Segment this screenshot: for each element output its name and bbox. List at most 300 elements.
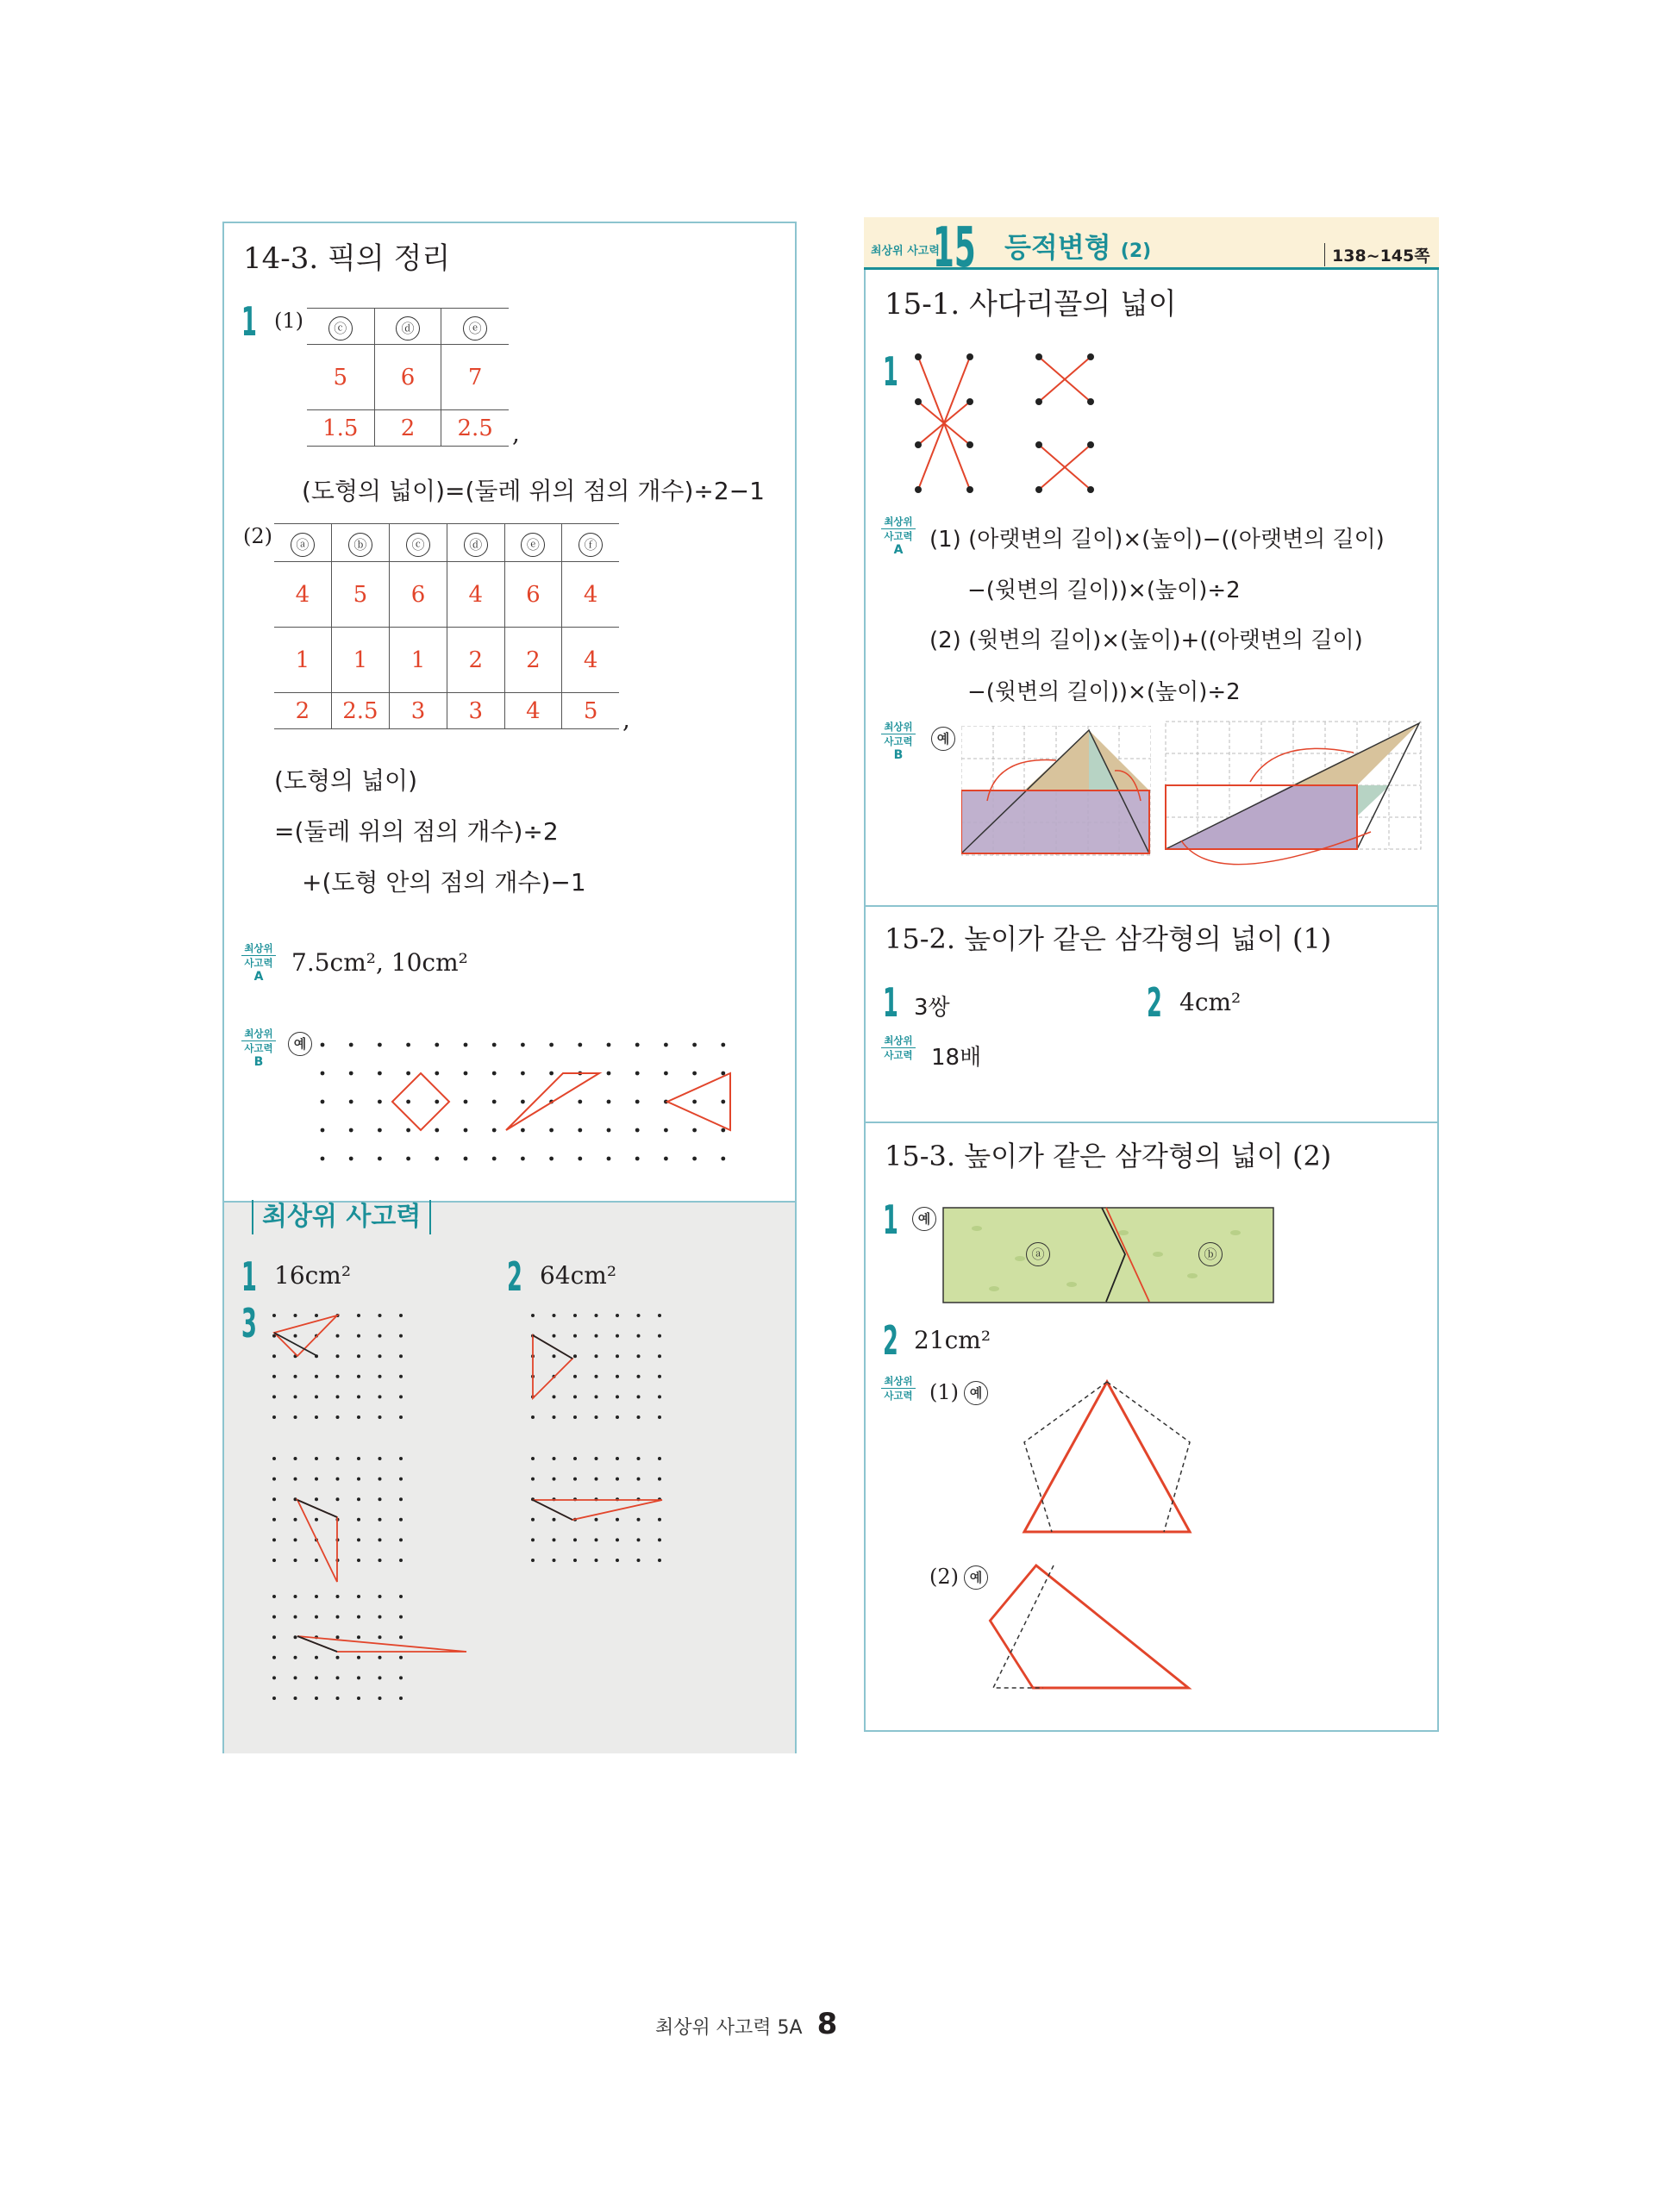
grid-dot bbox=[637, 1375, 641, 1378]
pentagon-diagram bbox=[991, 1375, 1224, 1547]
badge-text: 최상위 bbox=[244, 1028, 273, 1040]
table-header-cell: ⓓ bbox=[396, 316, 420, 341]
grid-dot bbox=[531, 1314, 535, 1317]
grid-dot bbox=[378, 1100, 382, 1104]
grid-dot bbox=[549, 1072, 554, 1076]
part-2-label: (2) bbox=[243, 524, 272, 548]
grid-dot bbox=[272, 1595, 276, 1598]
grid-dot bbox=[315, 1395, 318, 1398]
grid-dot bbox=[378, 1656, 382, 1659]
grid-dot bbox=[616, 1375, 619, 1378]
grid-dot bbox=[616, 1559, 619, 1562]
grid-dot bbox=[435, 1128, 439, 1133]
example-mark: 예 bbox=[931, 727, 955, 751]
triangle-2 bbox=[533, 1335, 572, 1398]
grid-dot bbox=[492, 1157, 497, 1161]
grid-dot bbox=[272, 1538, 276, 1541]
grid-dot bbox=[664, 1072, 668, 1076]
page-footer bbox=[655, 2007, 837, 2041]
grid-dot bbox=[521, 1157, 525, 1161]
grid-dot bbox=[294, 1595, 297, 1598]
s2-q2-number: 2 bbox=[1147, 979, 1162, 1026]
grid-dot bbox=[272, 1457, 276, 1460]
table-cell: 2 bbox=[274, 693, 331, 729]
grid-dot bbox=[531, 1478, 535, 1481]
grid-dot bbox=[607, 1128, 611, 1133]
grid-dot bbox=[321, 1100, 325, 1104]
badge-text: 최상위 bbox=[884, 1034, 913, 1047]
grid-dot bbox=[464, 1128, 468, 1133]
badge-text: 사고력 bbox=[884, 530, 913, 543]
table-cell: 4 bbox=[562, 562, 619, 628]
grid-dot bbox=[357, 1478, 360, 1481]
grid-dot bbox=[336, 1696, 340, 1700]
grid-dot bbox=[315, 1518, 318, 1522]
grid-dot bbox=[357, 1354, 360, 1358]
grid-dot bbox=[399, 1478, 403, 1481]
right-divider-1 bbox=[866, 905, 1437, 907]
grid-dot bbox=[294, 1615, 297, 1619]
grid-dot bbox=[692, 1043, 697, 1047]
thinking-q2-number: 2 bbox=[507, 1253, 522, 1300]
grid-dot bbox=[616, 1395, 619, 1398]
triangle-3-edge bbox=[297, 1500, 337, 1517]
grid-dot bbox=[616, 1314, 619, 1317]
grid-dot bbox=[549, 1128, 554, 1133]
table-cell: 2 bbox=[374, 410, 441, 447]
grid-dot bbox=[658, 1415, 661, 1419]
badge-level-a bbox=[881, 516, 916, 558]
grid-dot bbox=[272, 1615, 276, 1619]
quadrilateral-diagram bbox=[983, 1560, 1198, 1698]
grid-dot bbox=[406, 1043, 410, 1047]
grid-dot bbox=[721, 1072, 725, 1076]
grid-dot bbox=[635, 1043, 640, 1047]
grid-dot bbox=[378, 1615, 382, 1619]
grid-dot bbox=[553, 1457, 556, 1460]
grid-dot bbox=[531, 1457, 535, 1460]
triangle-shape-1 bbox=[506, 1073, 599, 1130]
grid-dot bbox=[607, 1157, 611, 1161]
grid-dot bbox=[492, 1043, 497, 1047]
grid-dot bbox=[553, 1415, 556, 1419]
s2-q2-answer: 4cm² bbox=[1179, 988, 1242, 1016]
triangle-3 bbox=[297, 1500, 337, 1582]
triangle-5 bbox=[297, 1636, 466, 1652]
section-title-15-1: 15-1. 사다리꼴의 넓이 bbox=[885, 287, 1177, 322]
grid-dot bbox=[357, 1314, 360, 1317]
badge-text: A bbox=[893, 542, 904, 557]
grid-dot bbox=[294, 1696, 297, 1700]
table-header-cell: ⓒ bbox=[406, 533, 430, 557]
grid-dot bbox=[549, 1043, 554, 1047]
table-cell: 4 bbox=[504, 693, 562, 729]
grid-dot bbox=[349, 1043, 353, 1047]
grid-dot bbox=[357, 1696, 360, 1700]
grid-dot bbox=[336, 1676, 340, 1679]
grid-dot bbox=[635, 1128, 640, 1133]
grid-dot bbox=[692, 1128, 697, 1133]
chapter-title-text: 등적변형 bbox=[1004, 231, 1111, 264]
comma: , bbox=[512, 419, 520, 447]
grid-dot bbox=[378, 1314, 382, 1317]
grid-dot bbox=[492, 1072, 497, 1076]
grid-dot bbox=[573, 1395, 577, 1398]
grid-dot bbox=[595, 1395, 598, 1398]
grid-dot bbox=[272, 1478, 276, 1481]
grid-dot bbox=[406, 1072, 410, 1076]
map-region-left: ⓐ bbox=[1026, 1242, 1050, 1266]
formula-part-2-line-2: =(둘레 위의 점의 개수)÷2 bbox=[274, 817, 559, 846]
s1-question-number: 1 bbox=[883, 348, 898, 395]
grid-dot bbox=[272, 1696, 276, 1700]
table-cell: 3 bbox=[390, 693, 447, 729]
grid-dot bbox=[406, 1157, 410, 1161]
grid-dot bbox=[553, 1334, 556, 1338]
grid-dot bbox=[595, 1559, 598, 1562]
equal-area-diagram-1 bbox=[961, 726, 1151, 859]
grid-dot bbox=[595, 1478, 598, 1481]
table-cell: 4 bbox=[274, 562, 331, 628]
grid-dot bbox=[573, 1478, 577, 1481]
table-part-1 bbox=[307, 308, 509, 447]
badge-text: 최상위 bbox=[884, 1375, 913, 1387]
grid-dot bbox=[658, 1354, 661, 1358]
grid-dot bbox=[435, 1072, 439, 1076]
grid-dot bbox=[637, 1354, 641, 1358]
chapter-title bbox=[1004, 226, 1151, 266]
grid-dot bbox=[637, 1538, 641, 1541]
grid-dot bbox=[399, 1497, 403, 1501]
grid-dot bbox=[399, 1676, 403, 1679]
grid-dot bbox=[553, 1395, 556, 1398]
grid-dot bbox=[336, 1375, 340, 1378]
grid-dot bbox=[578, 1043, 582, 1047]
table-cell: 3 bbox=[447, 693, 504, 729]
grid-dot bbox=[272, 1354, 276, 1358]
grid-dot bbox=[553, 1354, 556, 1358]
formula-part-2-line-3: +(도형 안의 점의 개수)−1 bbox=[302, 868, 586, 897]
grid-dot bbox=[549, 1157, 554, 1161]
grid-dot bbox=[399, 1615, 403, 1619]
section-title-14-3: 14-3. 픽의 정리 bbox=[243, 241, 451, 276]
example-mark: 예 bbox=[912, 1207, 936, 1231]
grid-dot bbox=[357, 1334, 360, 1338]
table-cell: 6 bbox=[390, 562, 447, 628]
chapter-pages-text: 138~145쪽 bbox=[1332, 247, 1430, 266]
table-header-cell: ⓓ bbox=[464, 533, 488, 557]
chapter-header-label: 최상위 사고력 bbox=[871, 245, 940, 258]
grid-dot bbox=[637, 1314, 641, 1317]
table-cell: 5 bbox=[307, 345, 374, 410]
grid-dot bbox=[399, 1334, 403, 1338]
s3-q2-number: 2 bbox=[883, 1317, 898, 1364]
grid-dot bbox=[315, 1478, 318, 1481]
grid-dot bbox=[658, 1457, 661, 1460]
badge-text: 최상위 bbox=[884, 516, 913, 528]
grid-dot bbox=[721, 1100, 725, 1104]
grid-dot bbox=[464, 1157, 468, 1161]
grid-dot bbox=[435, 1157, 439, 1161]
triangle-4-edge bbox=[533, 1500, 572, 1520]
grid-dot bbox=[531, 1559, 535, 1562]
table-header-cell: ⓕ bbox=[579, 533, 603, 557]
grid-dot bbox=[637, 1559, 641, 1562]
grid-dot bbox=[336, 1478, 340, 1481]
grid-dot bbox=[294, 1676, 297, 1679]
badge-text: B bbox=[893, 747, 904, 762]
grid-dot bbox=[595, 1415, 598, 1419]
grid-dot bbox=[378, 1518, 382, 1522]
table-header-cell: ⓐ bbox=[291, 533, 315, 557]
badge-text: 사고력 bbox=[884, 1049, 913, 1062]
grid-dot bbox=[378, 1559, 382, 1562]
grid-dot bbox=[272, 1676, 276, 1679]
grid-dot bbox=[294, 1518, 297, 1522]
badge-level-b bbox=[241, 1028, 276, 1070]
grid-dot bbox=[616, 1354, 619, 1358]
grid-dot bbox=[272, 1518, 276, 1522]
thinking-q1-answer: 16cm² bbox=[274, 1261, 352, 1290]
table-cell: 5 bbox=[331, 562, 390, 628]
square-shape bbox=[392, 1073, 449, 1130]
grid-dot bbox=[357, 1615, 360, 1619]
badge-text: 사고력 bbox=[244, 957, 273, 970]
grid-dot bbox=[658, 1559, 661, 1562]
grid-dot bbox=[553, 1518, 556, 1522]
grid-dot bbox=[272, 1635, 276, 1639]
grid-dot bbox=[573, 1334, 577, 1338]
grid-dot bbox=[378, 1478, 382, 1481]
answer-text: 7.5cm², 10cm² bbox=[291, 948, 468, 977]
grid-dot bbox=[357, 1538, 360, 1541]
chapter-pages bbox=[1324, 243, 1430, 266]
badge-text: 사고력 bbox=[244, 1042, 273, 1055]
grid-dot bbox=[321, 1128, 325, 1133]
grid-dot bbox=[399, 1457, 403, 1460]
grid-dot bbox=[294, 1559, 297, 1562]
grid-dot bbox=[692, 1100, 697, 1104]
chapter-number: 15 bbox=[933, 216, 976, 280]
grid-dot bbox=[573, 1457, 577, 1460]
grid-dot bbox=[658, 1314, 661, 1317]
formula-part-1: (도형의 넓이)=(둘레 위의 점의 개수)÷2−1 bbox=[302, 477, 765, 505]
grid-dot bbox=[357, 1635, 360, 1639]
grid-dot bbox=[399, 1595, 403, 1598]
s2-q1-answer: 3쌍 bbox=[914, 995, 950, 1021]
grid-dot bbox=[464, 1043, 468, 1047]
grid-dot bbox=[637, 1518, 641, 1522]
grid-dot bbox=[378, 1415, 382, 1419]
grid-dot bbox=[607, 1043, 611, 1047]
thinking-title-bar bbox=[252, 1200, 431, 1234]
grid-dot bbox=[349, 1072, 353, 1076]
grid-dot bbox=[553, 1314, 556, 1317]
grid-dot bbox=[315, 1375, 318, 1378]
grid-dot bbox=[315, 1497, 318, 1501]
grid-dot bbox=[378, 1497, 382, 1501]
grid-dot bbox=[607, 1100, 611, 1104]
grid-dot bbox=[357, 1497, 360, 1501]
grid-dot bbox=[521, 1043, 525, 1047]
s1a-line-1: (1) (아랫변의 길이)×(높이)−((아랫변의 길이) bbox=[929, 527, 1385, 553]
grid-dot bbox=[573, 1354, 577, 1358]
grid-dot bbox=[521, 1128, 525, 1133]
grid-dot bbox=[616, 1478, 619, 1481]
map-region-right: ⓑ bbox=[1198, 1242, 1223, 1266]
grid-dot bbox=[573, 1538, 577, 1541]
grid-dot bbox=[357, 1395, 360, 1398]
page-number: 8 bbox=[816, 2007, 838, 2041]
grid-dot bbox=[378, 1354, 382, 1358]
grid-dot bbox=[637, 1395, 641, 1398]
table-cell: 2 bbox=[447, 628, 504, 693]
s2-q1-number: 1 bbox=[883, 979, 898, 1026]
grid-dot bbox=[664, 1043, 668, 1047]
grid-dot bbox=[378, 1676, 382, 1679]
grid-dot bbox=[315, 1656, 318, 1659]
grid-dot bbox=[336, 1656, 340, 1659]
grid-dot bbox=[692, 1072, 697, 1076]
badge-level-a bbox=[241, 942, 276, 984]
table-cell: 5 bbox=[562, 693, 619, 729]
grid-dot bbox=[616, 1415, 619, 1419]
grid-dot bbox=[272, 1395, 276, 1398]
grid-dot bbox=[616, 1518, 619, 1522]
grid-dot bbox=[595, 1375, 598, 1378]
grid-dot bbox=[378, 1457, 382, 1460]
grid-dot bbox=[378, 1395, 382, 1398]
grid-dot bbox=[721, 1157, 725, 1161]
question-number-1: 1 bbox=[241, 298, 257, 345]
grid-dot bbox=[357, 1676, 360, 1679]
badge-level-b bbox=[881, 721, 916, 763]
grid-dot bbox=[637, 1457, 641, 1460]
grid-dot bbox=[336, 1595, 340, 1598]
grid-dot bbox=[336, 1635, 340, 1639]
grid-dot bbox=[336, 1497, 340, 1501]
triangle-shape-2 bbox=[667, 1073, 730, 1130]
s3-q2-answer: 21cm² bbox=[914, 1326, 991, 1354]
grid-dot bbox=[349, 1100, 353, 1104]
answer-level-a bbox=[291, 948, 468, 977]
grid-dot bbox=[294, 1395, 297, 1398]
grid-dot bbox=[315, 1615, 318, 1619]
grid-dot bbox=[294, 1478, 297, 1481]
grid-dot bbox=[336, 1354, 340, 1358]
grid-dot bbox=[294, 1635, 297, 1639]
example-mark: 예 bbox=[964, 1381, 988, 1405]
table-cell: 2 bbox=[504, 628, 562, 693]
grid-dot bbox=[578, 1100, 582, 1104]
grid-dot bbox=[336, 1395, 340, 1398]
grid-dot bbox=[378, 1696, 382, 1700]
grid-dot bbox=[272, 1375, 276, 1378]
grid-dot bbox=[573, 1415, 577, 1419]
s1a-line-4: −(윗변의 길이))×(높이)÷2 bbox=[967, 679, 1241, 705]
grid-dot bbox=[357, 1415, 360, 1419]
table-header-cell: ⓑ bbox=[348, 533, 372, 557]
grid-dot bbox=[321, 1157, 325, 1161]
table-cell: 1 bbox=[274, 628, 331, 693]
table-cell: 1 bbox=[331, 628, 390, 693]
s3-part-2-label: (2) bbox=[929, 1565, 959, 1589]
cross-dots-diagram bbox=[905, 352, 1104, 498]
grid-dot bbox=[553, 1478, 556, 1481]
table-cell: 7 bbox=[441, 345, 509, 410]
grid-dot bbox=[635, 1072, 640, 1076]
grid-dot bbox=[349, 1128, 353, 1133]
badge-text: 사고력 bbox=[884, 1390, 913, 1403]
table-cell: 2.5 bbox=[331, 693, 390, 729]
grid-dot bbox=[357, 1656, 360, 1659]
grid-dot bbox=[378, 1538, 382, 1541]
grid-dot bbox=[336, 1334, 340, 1338]
s2-badge-answer: 18배 bbox=[931, 1045, 982, 1071]
table-header-cell: ⓔ bbox=[521, 533, 545, 557]
grid-dot bbox=[658, 1538, 661, 1541]
grid-dot bbox=[595, 1518, 598, 1522]
grid-dot bbox=[406, 1128, 410, 1133]
grid-dot bbox=[399, 1314, 403, 1317]
grid-dot bbox=[573, 1375, 577, 1378]
grid-dot bbox=[321, 1043, 325, 1047]
grid-dot bbox=[578, 1128, 582, 1133]
grid-dot bbox=[637, 1334, 641, 1338]
grid-dot bbox=[553, 1559, 556, 1562]
grid-dot bbox=[664, 1157, 668, 1161]
grid-dot bbox=[435, 1100, 439, 1104]
grid-dot bbox=[464, 1072, 468, 1076]
grid-dot bbox=[315, 1559, 318, 1562]
table-cell: 6 bbox=[374, 345, 441, 410]
grid-dot bbox=[607, 1072, 611, 1076]
grid-dot bbox=[464, 1100, 468, 1104]
grid-dot bbox=[399, 1354, 403, 1358]
grid-dot bbox=[721, 1128, 725, 1133]
table-cell: 1.5 bbox=[307, 410, 374, 447]
section-title-15-3: 15-3. 높이가 같은 삼각형의 넓이 (2) bbox=[885, 1140, 1332, 1172]
grid-dot bbox=[616, 1538, 619, 1541]
badge-text: 최상위 bbox=[244, 942, 273, 954]
grid-dot bbox=[294, 1334, 297, 1338]
s3-q1-number: 1 bbox=[883, 1197, 898, 1243]
grid-dot bbox=[399, 1395, 403, 1398]
grid-dot bbox=[399, 1375, 403, 1378]
chapter-title-sub: (2) bbox=[1120, 241, 1152, 262]
grid-dot bbox=[595, 1334, 598, 1338]
grid-dot bbox=[578, 1157, 582, 1161]
grid-dot bbox=[272, 1559, 276, 1562]
grid-dot bbox=[378, 1635, 382, 1639]
example-mark: 예 bbox=[288, 1032, 312, 1056]
grid-dot bbox=[357, 1375, 360, 1378]
dot-grid-left-b bbox=[310, 1028, 828, 1184]
grid-dot bbox=[378, 1375, 382, 1378]
grid-dot bbox=[658, 1395, 661, 1398]
grid-dot bbox=[616, 1334, 619, 1338]
table-header-cell: ⓒ bbox=[328, 316, 353, 341]
grid-dot bbox=[658, 1334, 661, 1338]
grid-dot bbox=[658, 1375, 661, 1378]
grid-dot bbox=[658, 1518, 661, 1522]
grid-dot bbox=[721, 1043, 725, 1047]
grid-dot bbox=[315, 1457, 318, 1460]
grid-dot bbox=[294, 1314, 297, 1317]
grid-dot bbox=[521, 1100, 525, 1104]
grid-dot bbox=[658, 1478, 661, 1481]
grid-dot bbox=[521, 1072, 525, 1076]
